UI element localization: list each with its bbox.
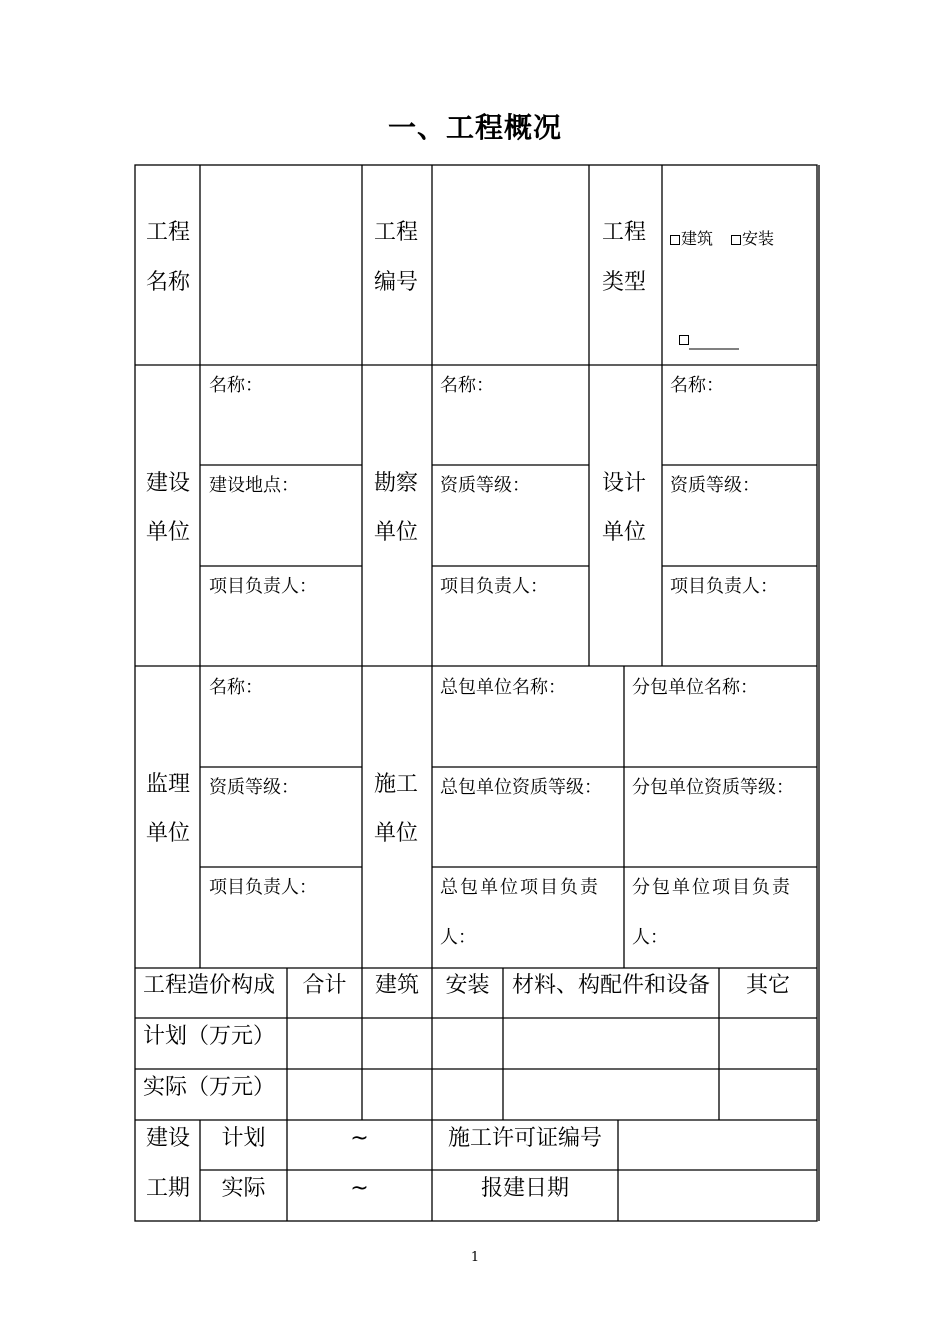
general-contractor-manager-field-1: 总包单位项目负责 — [440, 877, 600, 898]
project-type-label-1: 工程 — [602, 220, 647, 245]
design-label-1: 设计 — [602, 471, 647, 496]
cost-header-building: 建筑 — [374, 973, 419, 998]
permit-number-label: 施工许可证编号 — [447, 1126, 602, 1151]
builder-label-1: 建设 — [146, 471, 191, 496]
page-title: 一、工程概况 — [387, 111, 562, 144]
schedule-plan-range: ~ — [350, 1126, 369, 1151]
supervisor-name-field: 名称： — [209, 677, 263, 698]
supervisor-grade-field: 资质等级： — [209, 777, 299, 798]
design-grade-field: 资质等级： — [670, 475, 760, 496]
schedule-actual-range: ~ — [350, 1176, 369, 1201]
schedule-actual-label: 实际 — [221, 1176, 266, 1201]
project-no-label-2: 编号 — [374, 270, 419, 295]
schedule-label-2: 工期 — [146, 1176, 191, 1201]
survey-name-field: 名称： — [440, 375, 494, 396]
survey-grade-field: 资质等级： — [440, 475, 530, 496]
project-name-label-2: 名称 — [146, 270, 191, 295]
type-building-checkbox[interactable] — [670, 235, 680, 245]
subcontractor-manager-field-1: 分包单位项目负责 — [632, 877, 792, 898]
survey-label-1: 勘察 — [374, 471, 419, 496]
page-number: 1 — [470, 1250, 480, 1265]
type-install-checkbox[interactable] — [731, 235, 741, 245]
supervisor-manager-field: 项目负责人： — [209, 877, 317, 898]
general-contractor-grade-field: 总包单位资质等级： — [440, 777, 602, 798]
cost-header-total: 合计 — [302, 973, 347, 998]
type-other-checkbox[interactable] — [679, 335, 689, 345]
general-contractor-name-field: 总包单位名称： — [440, 677, 566, 698]
general-contractor-manager-field-2: 人： — [440, 927, 476, 948]
cost-row-actual-label: 实际（万元） — [143, 1075, 276, 1100]
subcontractor-name-field: 分包单位名称： — [632, 677, 758, 698]
cost-header-other: 其它 — [745, 973, 790, 998]
report-date-label: 报建日期 — [480, 1176, 569, 1201]
supervisor-label-1: 监理 — [146, 772, 191, 797]
survey-manager-field: 项目负责人： — [440, 576, 548, 597]
type-install-label: 安装 — [742, 229, 775, 248]
cost-header-materials: 材料、构配件和设备 — [511, 973, 710, 998]
design-manager-field: 项目负责人： — [670, 576, 778, 597]
schedule-label-1: 建设 — [146, 1126, 191, 1151]
builder-name-field: 名称： — [209, 375, 263, 396]
cost-header-composition: 工程造价构成 — [143, 973, 276, 998]
design-label-2: 单位 — [602, 520, 647, 545]
project-type-label-2: 类型 — [602, 270, 647, 295]
survey-label-2: 单位 — [374, 520, 419, 545]
builder-label-2: 单位 — [146, 520, 191, 545]
type-building-label: 建筑 — [681, 229, 714, 248]
supervisor-label-2: 单位 — [146, 821, 191, 846]
builder-address-field: 建设地点： — [209, 475, 299, 496]
design-name-field: 名称： — [670, 375, 724, 396]
cost-header-install: 安装 — [445, 973, 490, 998]
project-name-label-1: 工程 — [146, 220, 191, 245]
subcontractor-grade-field: 分包单位资质等级： — [632, 777, 794, 798]
schedule-plan-label: 计划 — [221, 1126, 266, 1151]
project-no-label-1: 工程 — [374, 220, 419, 245]
construction-label-1: 施工 — [374, 772, 419, 797]
builder-manager-field: 项目负责人： — [209, 576, 317, 597]
cost-row-plan-label: 计划（万元） — [143, 1024, 276, 1049]
subcontractor-manager-field-2: 人： — [632, 927, 668, 948]
construction-label-2: 单位 — [374, 821, 419, 846]
